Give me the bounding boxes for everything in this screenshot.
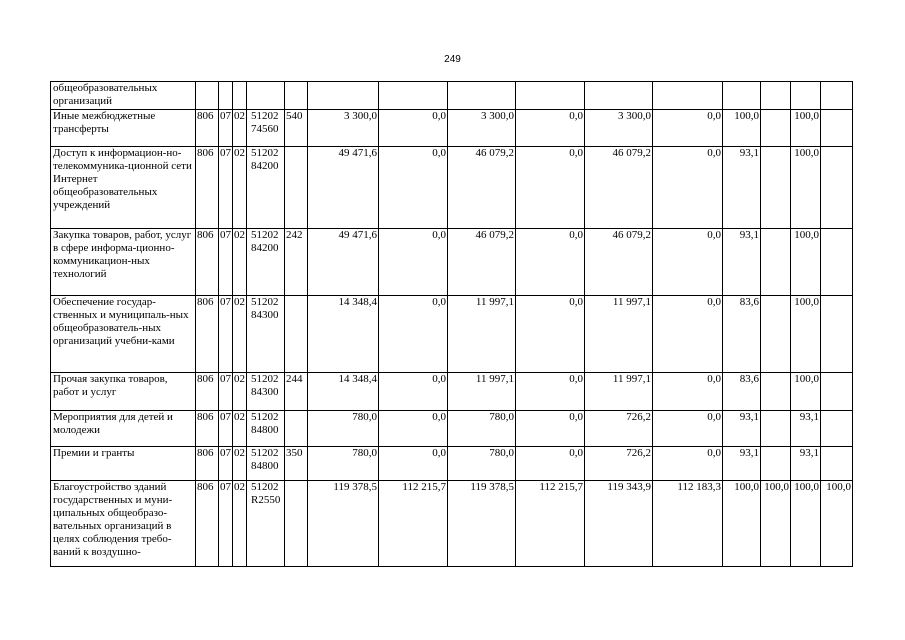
- value-cell: 0,0: [516, 447, 585, 481]
- csr-line-1: 51202: [251, 411, 279, 423]
- value-cell: [761, 411, 791, 447]
- value-cell: 100,0: [723, 110, 761, 147]
- pr-cell: 02: [233, 373, 247, 411]
- csr-line-1: 51202: [251, 481, 279, 493]
- value-cell: 93,1: [723, 229, 761, 296]
- budget-table: [50, 81, 853, 567]
- value-cell: 0,0: [379, 296, 448, 373]
- gr-cell: 806: [196, 481, 219, 567]
- value-cell: 119 343,9: [585, 481, 653, 567]
- value-cell: 11 997,1: [585, 296, 653, 373]
- row-name-cell: Доступ к информацион-но-телекоммуника-ционной сети Интернет общеобразовательных учреждений: [51, 147, 196, 229]
- value-cell: 0,0: [379, 411, 448, 447]
- row-name-cell: общеобразовательных организаций: [51, 82, 196, 110]
- rz-cell: 07: [219, 296, 233, 373]
- value-cell: 46 079,2: [585, 229, 653, 296]
- value-cell: 0,0: [379, 447, 448, 481]
- vr-cell: [285, 481, 308, 567]
- value-cell: [821, 147, 853, 229]
- csr-cell: [247, 481, 285, 567]
- pr-cell: 02: [233, 411, 247, 447]
- csr-cell: [247, 411, 285, 447]
- pr-cell: 02: [233, 147, 247, 229]
- value-cell: 780,0: [308, 411, 379, 447]
- row-name-cell: Благоустройство зданий государственных и муни-ципальных общеобразо-вательных организаций в целях соблюдения требо-ваний к воздушно-: [51, 481, 196, 567]
- csr-line-2: 74560: [251, 123, 279, 135]
- rz-cell: 07: [219, 147, 233, 229]
- pr-cell: 02: [233, 296, 247, 373]
- value-cell: 100,0: [723, 481, 761, 567]
- value-cell: [821, 229, 853, 296]
- value-cell: [821, 411, 853, 447]
- value-cell: 0,0: [653, 296, 723, 373]
- rz-cell: 07: [219, 481, 233, 567]
- csr-line-2: 84200: [251, 160, 279, 172]
- value-cell: [761, 373, 791, 411]
- value-cell: 780,0: [308, 447, 379, 481]
- value-cell: 49 471,6: [308, 229, 379, 296]
- value-cell: 0,0: [516, 411, 585, 447]
- gr-cell: 806: [196, 110, 219, 147]
- csr-cell: [247, 82, 285, 110]
- row-name-cell: Премии и гранты: [51, 447, 196, 481]
- value-cell: 0,0: [653, 110, 723, 147]
- value-cell: 0,0: [653, 147, 723, 229]
- csr-cell: [247, 447, 285, 481]
- pr-cell: 02: [233, 110, 247, 147]
- table-row: [51, 481, 853, 567]
- value-cell: [791, 82, 821, 110]
- csr-line-1: 51202: [251, 110, 279, 122]
- table-row: [51, 229, 853, 296]
- value-cell: 119 378,5: [448, 481, 516, 567]
- pr-cell: 02: [233, 481, 247, 567]
- value-cell: [379, 82, 448, 110]
- value-cell: 0,0: [379, 373, 448, 411]
- value-cell: [761, 447, 791, 481]
- value-cell: 0,0: [516, 147, 585, 229]
- value-cell: 93,1: [723, 147, 761, 229]
- value-cell: 14 348,4: [308, 296, 379, 373]
- gr-cell: 806: [196, 296, 219, 373]
- value-cell: 0,0: [653, 229, 723, 296]
- vr-cell: 244: [285, 373, 308, 411]
- csr-line-2: 84300: [251, 386, 279, 398]
- value-cell: 100,0: [761, 481, 791, 567]
- page-number: 249: [444, 54, 461, 65]
- pr-cell: 02: [233, 447, 247, 481]
- table-row: [51, 147, 853, 229]
- value-cell: 93,1: [791, 411, 821, 447]
- row-name-cell: Обеспечение государ-ственных и муниципаль-ных общеобразователь-ных организаций учебни-ками: [51, 296, 196, 373]
- value-cell: 14 348,4: [308, 373, 379, 411]
- gr-cell: [196, 82, 219, 110]
- value-cell: [761, 229, 791, 296]
- gr-cell: 806: [196, 373, 219, 411]
- table-row: [51, 411, 853, 447]
- csr-line-1: 51202: [251, 147, 279, 159]
- value-cell: [821, 82, 853, 110]
- value-cell: 780,0: [448, 447, 516, 481]
- value-cell: 100,0: [791, 229, 821, 296]
- value-cell: 49 471,6: [308, 147, 379, 229]
- value-cell: [821, 296, 853, 373]
- value-cell: 0,0: [379, 147, 448, 229]
- rz-cell: 07: [219, 229, 233, 296]
- value-cell: [761, 82, 791, 110]
- value-cell: 0,0: [516, 110, 585, 147]
- pr-cell: 02: [233, 229, 247, 296]
- value-cell: 0,0: [653, 447, 723, 481]
- csr-line-1: 51202: [251, 229, 279, 241]
- value-cell: 100,0: [791, 147, 821, 229]
- row-name-cell: Прочая закупка товаров, работ и услуг: [51, 373, 196, 411]
- vr-cell: 350: [285, 447, 308, 481]
- rz-cell: 07: [219, 110, 233, 147]
- value-cell: [761, 147, 791, 229]
- vr-cell: [285, 82, 308, 110]
- value-cell: [308, 82, 379, 110]
- csr-line-2: 84800: [251, 424, 279, 436]
- value-cell: 100,0: [821, 481, 853, 567]
- value-cell: 93,1: [791, 447, 821, 481]
- csr-cell: [247, 110, 285, 147]
- gr-cell: 806: [196, 229, 219, 296]
- value-cell: 46 079,2: [585, 147, 653, 229]
- value-cell: 100,0: [791, 296, 821, 373]
- csr-line-1: 51202: [251, 373, 279, 385]
- rz-cell: 07: [219, 447, 233, 481]
- value-cell: 3 300,0: [585, 110, 653, 147]
- value-cell: 93,1: [723, 411, 761, 447]
- value-cell: 726,2: [585, 411, 653, 447]
- value-cell: 0,0: [379, 229, 448, 296]
- pr-cell: [233, 82, 247, 110]
- value-cell: 780,0: [448, 411, 516, 447]
- gr-cell: 806: [196, 447, 219, 481]
- value-cell: 0,0: [653, 373, 723, 411]
- value-cell: 112 183,3: [653, 481, 723, 567]
- value-cell: [516, 82, 585, 110]
- value-cell: [585, 82, 653, 110]
- value-cell: 726,2: [585, 447, 653, 481]
- value-cell: 112 215,7: [379, 481, 448, 567]
- vr-cell: 242: [285, 229, 308, 296]
- table-row: [51, 373, 853, 411]
- value-cell: 83,6: [723, 296, 761, 373]
- vr-cell: [285, 147, 308, 229]
- csr-line-1: 51202: [251, 447, 279, 459]
- value-cell: 100,0: [791, 481, 821, 567]
- csr-line-2: R2550: [251, 494, 281, 506]
- value-cell: 46 079,2: [448, 229, 516, 296]
- value-cell: 0,0: [516, 373, 585, 411]
- value-cell: 100,0: [791, 373, 821, 411]
- value-cell: 93,1: [723, 447, 761, 481]
- value-cell: 0,0: [516, 296, 585, 373]
- table-row: [51, 82, 853, 110]
- value-cell: 119 378,5: [308, 481, 379, 567]
- value-cell: 3 300,0: [448, 110, 516, 147]
- csr-line-2: 84300: [251, 309, 279, 321]
- value-cell: [723, 82, 761, 110]
- value-cell: 11 997,1: [448, 373, 516, 411]
- value-cell: [653, 82, 723, 110]
- csr-cell: [247, 373, 285, 411]
- gr-cell: 806: [196, 411, 219, 447]
- row-name-cell: Иные межбюджетные трансферты: [51, 110, 196, 147]
- table-row: [51, 296, 853, 373]
- csr-cell: [247, 229, 285, 296]
- row-name-cell: Закупка товаров, работ, услуг в сфере информа-ционно-коммуникацион-ных технологий: [51, 229, 196, 296]
- rz-cell: [219, 82, 233, 110]
- vr-cell: [285, 411, 308, 447]
- value-cell: 100,0: [791, 110, 821, 147]
- csr-cell: [247, 147, 285, 229]
- csr-line-2: 84200: [251, 242, 279, 254]
- value-cell: [821, 373, 853, 411]
- value-cell: [821, 447, 853, 481]
- value-cell: [761, 296, 791, 373]
- value-cell: 46 079,2: [448, 147, 516, 229]
- table-row: [51, 447, 853, 481]
- rz-cell: 07: [219, 373, 233, 411]
- value-cell: [761, 110, 791, 147]
- value-cell: 3 300,0: [308, 110, 379, 147]
- table-row: [51, 110, 853, 147]
- value-cell: 11 997,1: [585, 373, 653, 411]
- value-cell: 11 997,1: [448, 296, 516, 373]
- value-cell: 83,6: [723, 373, 761, 411]
- value-cell: 112 215,7: [516, 481, 585, 567]
- vr-cell: [285, 296, 308, 373]
- value-cell: 0,0: [516, 229, 585, 296]
- csr-cell: [247, 296, 285, 373]
- value-cell: 0,0: [653, 411, 723, 447]
- row-name-cell: Мероприятия для детей и молодежи: [51, 411, 196, 447]
- value-cell: 0,0: [379, 110, 448, 147]
- value-cell: [821, 110, 853, 147]
- csr-line-1: 51202: [251, 296, 279, 308]
- vr-cell: 540: [285, 110, 308, 147]
- value-cell: [448, 82, 516, 110]
- gr-cell: 806: [196, 147, 219, 229]
- rz-cell: 07: [219, 411, 233, 447]
- csr-line-2: 84800: [251, 460, 279, 472]
